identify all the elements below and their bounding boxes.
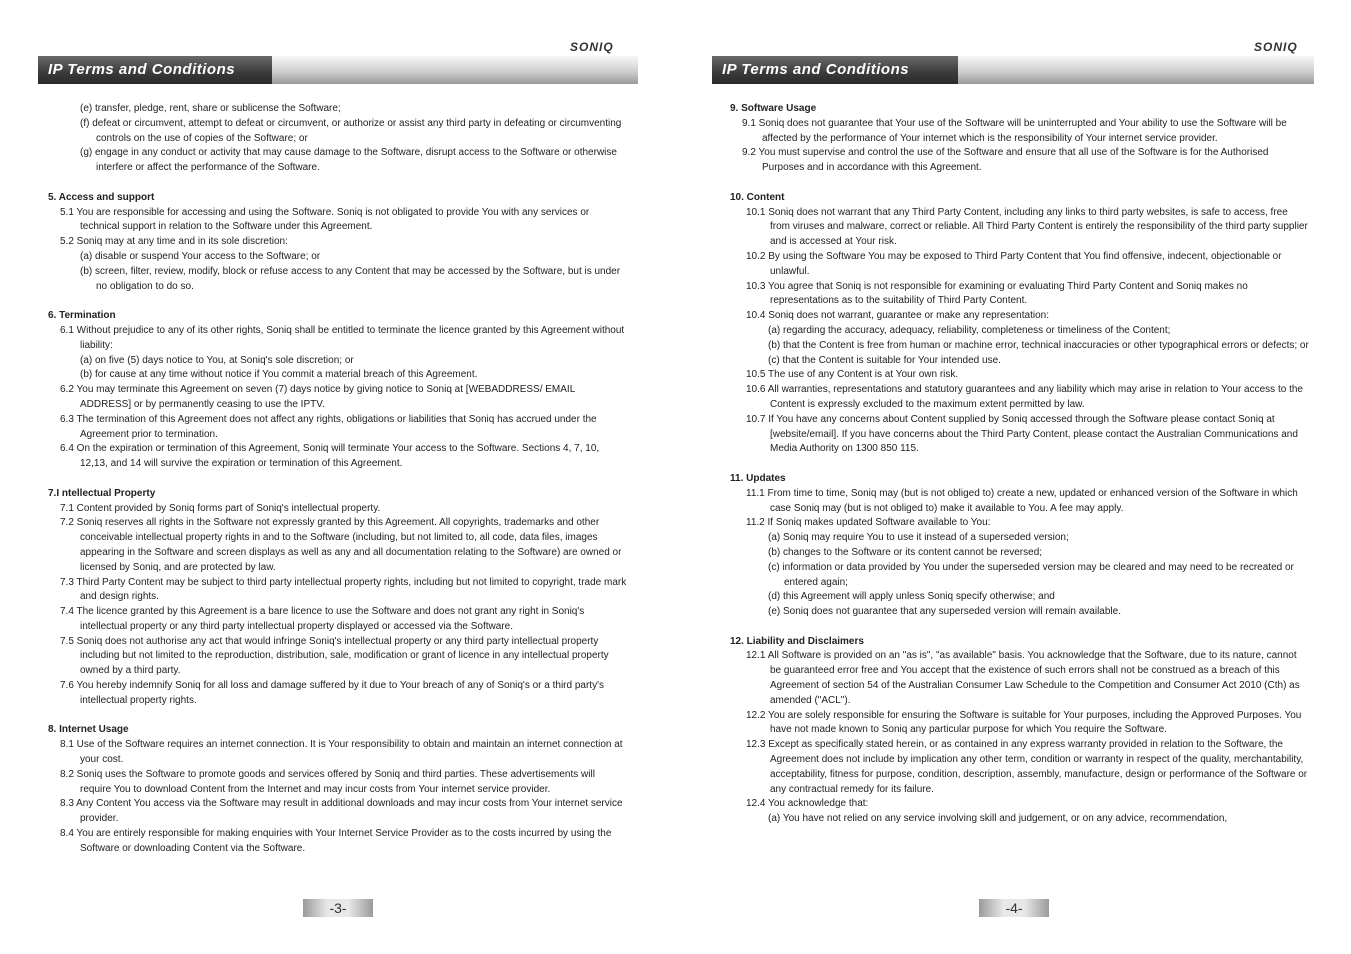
sub-clause: (a) Soniq may require You to use it instead of a superseded version; [768, 532, 1069, 544]
section-heading: 10. Content [730, 191, 785, 203]
section-liability [730, 635, 1310, 827]
clause: 5.1 You are responsible for accessing and using the Software. Soniq is not obligated to provide You with any services or technical support in relation to the Software under this Agreement. [60, 206, 590, 233]
header-bar [712, 56, 1314, 84]
clause: 10.5 The use of any Content is at Your own risk. [746, 369, 959, 381]
section-termination [48, 309, 628, 472]
clause: 10.7 If You have any concerns about Content supplied by Soniq accessed through the Software please contact Soniq at [website/email]. If you have concerns about the Third Party Content, please contact the Australian Communications and Media Authority on 1300 850 115. [746, 413, 1298, 455]
sub-clause: (d) this Agreement will apply unless Soniq specify otherwise; and [768, 591, 1055, 603]
clause: 8.2 Soniq uses the Software to promote goods and services offered by Soniq and third parties. These advertisements will require You to download Content from the Internet and may incur costs from Your internet service provider. [60, 768, 595, 795]
sub-clause: (c) information or data provided by You under the superseded version may be cleared and may need to be recreated or entered again; [768, 561, 1294, 588]
page-content [48, 102, 628, 871]
page-title: IP Terms and Conditions [38, 56, 272, 84]
clause: 10.2 By using the Software You may be exposed to Third Party Content that You find offensive, indecent, objectionable or unlawful. [746, 250, 1282, 277]
clause: 10.6 All warranties, representations and statutory guarantees and any liability which may arise in relation to Your access to the Content is expressly excluded to the maximum extent permitted by law. [746, 384, 1303, 410]
section-access-support [48, 191, 628, 295]
page-title: IP Terms and Conditions [712, 56, 958, 84]
clause: 10.3 You agree that Soniq is not responsible for examining or evaluating Third Party Content and Soniq makes no representations as to the suitability of Third Party Content. [746, 280, 1248, 307]
clause: 7.2 Soniq reserves all rights in the Software not expressly granted by this Agreement. All copyrights, trademarks and other conceivable intellectual property rights in and to the Software (including, but not limited to, all code, data files, images appearing in the Software and screen displays as well as any and all documentation relating to the Software) are owned or licensed by Soniq, and are protected by law. [60, 517, 622, 573]
clause: 9.2 You must supervise and control the use of the Software and ensure that all use of the Software is for the Authorised Purposes and in accordance with this Agreement. [742, 147, 1269, 174]
section-updates [730, 472, 1310, 620]
list-item: (g) engage in any conduct or activity that may cause damage to the Software, disrupt access to the Software or otherwise interfere or affect the performance of the Software. [80, 147, 617, 174]
section-heading: 8. Internet Usage [48, 724, 129, 736]
list-item: (e) transfer, pledge, rent, share or sublicense the Software; [80, 103, 341, 114]
clause: 11.1 From time to time, Soniq may (but is not obliged to) create a new, updated or enhanced version of the Software in which case Soniq may (but is not obliged to) make it available to You. A fee may apply. [746, 487, 1298, 514]
section-internet-usage [48, 723, 628, 856]
header-bar [38, 56, 638, 84]
sub-clause: (a) You have not relied on any service involving skill and judgement, or on any advice, recommendation, [768, 813, 1228, 825]
sub-clause: (a) regarding the accuracy, adequacy, reliability, completeness or timeliness of the Content; [768, 324, 1171, 336]
clause: 9.1 Soniq does not guarantee that Your use of the Software will be uninterrupted and Your ability to use the Software will be affected by the performance of Your internet which is the responsibility of Your internet service provider. [742, 117, 1287, 144]
page-4 [676, 0, 1351, 954]
clause: 6.4 On the expiration or termination of this Agreement, Soniq will terminate Your access to the Software. Sections 4, 7, 10, 12,13, and 14 will survive the expiration or termination of this Agreement. [60, 443, 600, 470]
sub-clause: (b) changes to the Software or its content cannot be reversed; [768, 546, 1043, 558]
clause: 8.4 You are entirely responsible for making enquiries with Your Internet Service Provider as to the costs incurred by using the Software or downloading Content via the Software. [60, 828, 612, 854]
section-content [730, 191, 1310, 457]
clause: 7.3 Third Party Content may be subject to third party intellectual property rights, including but not limited to copyright, trade mark and design rights. [60, 576, 627, 603]
clause: 8.1 Use of the Software requires an internet connection. It is Your responsibility to obtain and maintain an internet connection at your cost. [60, 739, 623, 766]
clause: 11.2 If Soniq makes updated Software available to You: [746, 517, 991, 529]
section-heading: 6. Termination [48, 310, 116, 322]
clause: 6.3 The termination of this Agreement does not affect any rights, obligations or liabilities that Soniq has accrued under the Agreement prior to termination. [60, 413, 597, 440]
sub-clause: (e) Soniq does not guarantee that any superseded version will remain available. [768, 606, 1121, 618]
clause: 10.4 Soniq does not warrant, guarantee or make any representation: [746, 310, 1049, 322]
sub-clause: (a) on five (5) days notice to You, at Soniq's sole discretion; or [80, 354, 354, 366]
section-heading: 7.I ntellectual Property [48, 487, 156, 499]
clause: 12.1 All Software is provided on an "as is", "as available" basis. You acknowledge that the Software, due to its nature, cannot be guaranteed error free and You accept that the existence of such errors shall not be construed as a breach of this Agreement of section 54 of the Australian Consumer Law Schedule to the Competition and Consumer Act 2010 (Cth) as amended ("ACL"). [746, 650, 1300, 706]
page-content [730, 102, 1310, 842]
section-heading: 9. Software Usage [730, 103, 817, 114]
clause: 12.4 You acknowledge that: [746, 798, 869, 810]
section-software-usage [730, 102, 1310, 176]
section-heading: 11. Updates [730, 472, 786, 484]
brand-logo: SONIQ [570, 40, 614, 54]
brand-logo: SONIQ [1254, 40, 1298, 54]
page-number: -4- [979, 899, 1049, 917]
section-intellectual-property [48, 487, 628, 709]
clause: 8.3 Any Content You access via the Software may result in additional downloads and may incur costs from Your internet service provider. [60, 798, 623, 825]
clause: 5.2 Soniq may at any time and in its sole discretion: [60, 236, 288, 248]
clause: 12.2 You are solely responsible for ensuring the Software is suitable for Your purposes, including the Approved Purposes. You have not made known to Soniq any particular purpose for which You require the Software. [746, 709, 1302, 736]
sub-clause: (c) that the Content is suitable for Your intended use. [768, 354, 1001, 366]
clause: 10.1 Soniq does not warrant that any Third Party Content, including any links to third party websites, is safe to access, free from viruses and malware, correct or reliable. All Third Party Content is entirely the responsibility of the third party supplier and is accessed at Your risk. [746, 206, 1308, 248]
clause: 7.4 The licence granted by this Agreement is a bare licence to use the Software and does not grant any right in Soniq's intellectual property or any third party intellectual property displayed or accessed via the Software. [60, 606, 585, 632]
clause: 7.6 You hereby indemnify Soniq for all loss and damage suffered by it due to Your breach of any of Soniq's or a third party's intellectual property rights. [60, 680, 604, 706]
sub-clause: (b) for cause at any time without notice if You commit a material breach of this Agreement. [80, 369, 478, 381]
sub-clause: (b) that the Content is free from human or machine error, technical inaccuracies or other typographical errors or defects; or [768, 339, 1309, 351]
clause: 7.1 Content provided by Soniq forms part of Soniq's intellectual property. [60, 502, 381, 514]
page-number: -3- [303, 899, 373, 917]
clause: 6.1 Without prejudice to any of its other rights, Soniq shall be entitled to terminate the licence granted by this Agreement without liability: [60, 324, 625, 351]
list-item: (f) defeat or circumvent, attempt to defeat or circumvent, or authorize or assist any third party in defeating or circumventing controls on the use of copies of the Software; or [80, 117, 622, 144]
clause: 12.3 Except as specifically stated herein, or as contained in any express warranty provided in relation to the Software, the Agreement does not include by implication any other term, condition or warranty in respect of the quality, merchantability, acceptability, fitness for purpose, condition, description, assembly, manufacture, design or performance of the Software or any contractual remedy for its failure. [746, 739, 1308, 795]
sub-clause: (b) screen, filter, review, modify, block or refuse access to any Content that may be accessed by the Software, but is under no obligation to do so. [80, 265, 621, 292]
section-heading: 5. Access and support [48, 191, 155, 203]
sub-clause: (a) disable or suspend Your access to the Software; or [80, 250, 321, 262]
section-intro-items [48, 102, 628, 176]
section-heading: 12. Liability and Disclaimers [730, 635, 864, 647]
clause: 7.5 Soniq does not authorise any act that would infringe Soniq's intellectual property or any third party intellectual property including but not limited to the reproduction, distribution, sale, modification or grant of licence in any intellectual property owned by a third party. [60, 635, 609, 677]
clause: 6.2 You may terminate this Agreement on seven (7) days notice by giving notice to Soniq at [WEBADDRESS/ EMAIL ADDRESS] or by permanently ceasing to use the IPTV. [60, 384, 575, 410]
